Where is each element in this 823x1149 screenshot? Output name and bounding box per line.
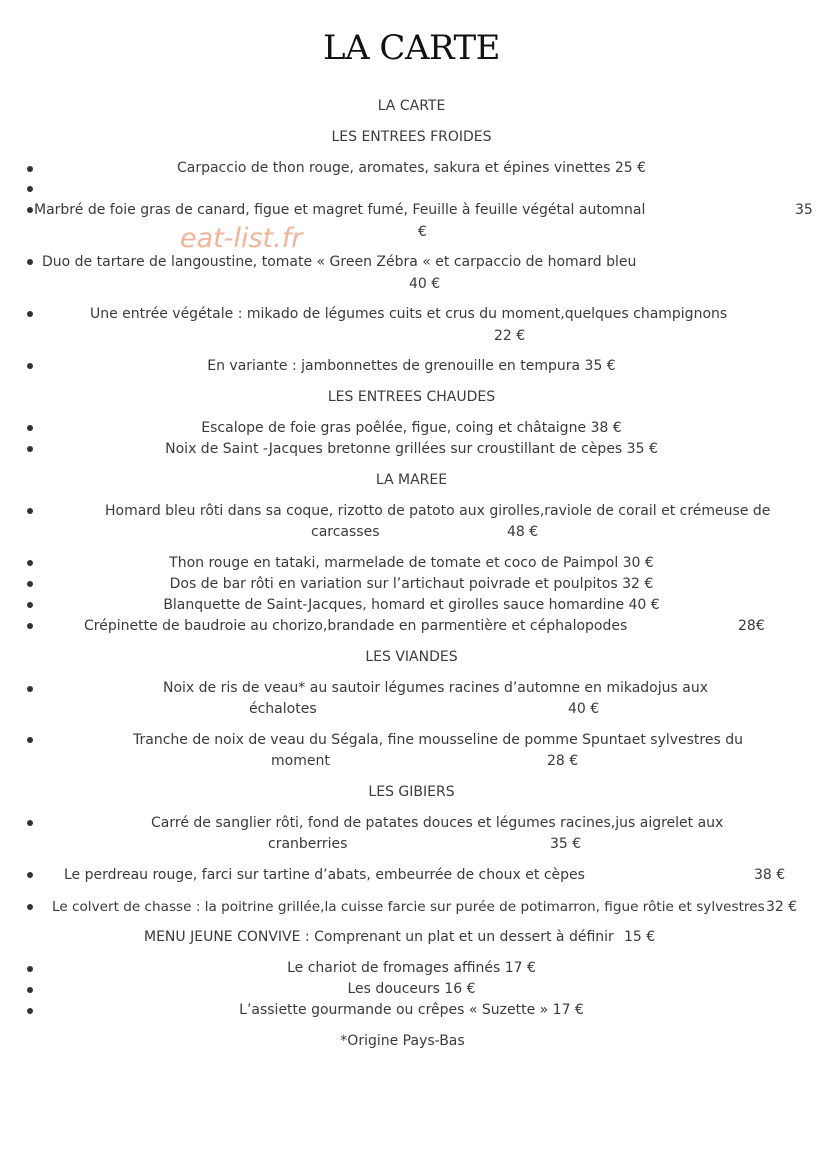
bullet xyxy=(27,872,33,878)
list-item: Duo de tartare de langoustine, tomate « Green Zébra « et carpaccio de homard bleu xyxy=(42,254,637,270)
item-price: 38 € xyxy=(754,867,786,883)
item-price: 28€ xyxy=(738,618,765,634)
item-price: 48 € xyxy=(507,524,539,540)
bullet xyxy=(27,207,33,213)
list-item: Crépinette de baudroie au chorizo,brandade en parmentière et céphalopodes xyxy=(84,618,628,634)
list-item: Une entrée végétale : mikado de légumes cuits et crus du moment,quelques champignons xyxy=(90,306,728,322)
list-item: Noix de Saint -Jacques bretonne grillées sur croustillant de cèpes 35 € xyxy=(165,441,658,457)
watermark: eat-list.fr xyxy=(180,223,303,254)
list-item: Blanquette de Saint-Jacques, homard et girolles sauce homardine 40 € xyxy=(163,597,660,613)
heading-entrees-chaudes: LES ENTREES CHAUDES xyxy=(327,389,496,405)
list-item: Le chariot de fromages affinés 17 € xyxy=(287,960,536,976)
list-item: Noix de ris de veau* au sautoir légumes racines d’automne en mikadojus aux xyxy=(163,680,708,696)
heading-entrees-froides: LES ENTREES FROIDES xyxy=(331,129,492,145)
item-price: 40 € xyxy=(409,276,441,292)
item-price: € xyxy=(418,224,427,240)
list-item-continued: cranberries xyxy=(268,836,348,852)
list-item: Escalope de foie gras poêlée, figue, coing et châtaigne 38 € xyxy=(201,420,622,436)
bullet xyxy=(27,686,33,692)
list-item: Carpaccio de thon rouge, aromates, sakura et épines vinettes 25 € xyxy=(176,160,647,176)
list-item: Le colvert de chasse : la poitrine grillée,la cuisse farcie sur purée de potimarron, figue rôtie et sylvestres xyxy=(52,899,765,915)
list-item: En variante : jambonnettes de grenouille en tempura 35 € xyxy=(207,358,616,374)
item-price: 28 € xyxy=(547,753,579,769)
item-price: 40 € xyxy=(568,701,600,717)
list-item-continued: carcasses xyxy=(311,524,380,540)
bullet xyxy=(27,311,33,317)
list-item-continued: échalotes xyxy=(249,701,317,717)
item-price: 22 € xyxy=(494,328,526,344)
menu-jeune-label: MENU JEUNE CONVIVE : Comprenant un plat et un dessert à définir xyxy=(144,929,614,945)
bullet xyxy=(27,186,33,192)
list-item: Dos de bar rôti en variation sur l’artichaut poivrade et poulpitos 32 € xyxy=(169,576,654,592)
list-item: L’assiette gourmande ou crêpes « Suzette » 17 € xyxy=(239,1002,584,1018)
list-item: Tranche de noix de veau du Ségala, fine mousseline de pomme Spuntaet sylvestres du xyxy=(133,732,743,748)
bullet xyxy=(27,623,33,629)
list-item: Le perdreau rouge, farci sur tartine d’abats, embeurrée de choux et cèpes xyxy=(64,867,585,883)
bullet xyxy=(27,820,33,826)
bullet xyxy=(27,904,33,910)
item-price: 35 € xyxy=(550,836,582,852)
heading-la-maree: LA MAREE xyxy=(375,472,448,488)
list-item: Thon rouge en tataki, marmelade de tomate et coco de Paimpol 30 € xyxy=(169,555,654,571)
list-item: Marbré de foie gras de canard, figue et magret fumé, Feuille à feuille végétal automnal xyxy=(34,202,646,218)
footnote: *Origine Pays-Bas xyxy=(340,1033,465,1049)
menu-jeune-price: 15 € xyxy=(624,929,656,945)
item-price: 35 xyxy=(795,202,813,218)
item-price: 32 € xyxy=(766,899,798,915)
heading-les-viandes: LES VIANDES xyxy=(365,649,458,665)
heading-les-gibiers: LES GIBIERS xyxy=(368,784,455,800)
list-item: Les douceurs 16 € xyxy=(347,981,476,997)
heading-la-carte: LA CARTE xyxy=(377,98,446,114)
page-title: LA CARTE xyxy=(322,28,500,68)
list-item: Carré de sanglier rôti, fond de patates douces et légumes racines,jus aigrelet aux xyxy=(151,815,724,831)
list-item: Homard bleu rôti dans sa coque, rizotto de patoto aux girolles,raviole de corail et crémeuse de xyxy=(105,503,771,519)
bullet xyxy=(27,508,33,514)
list-item-continued: moment xyxy=(271,753,330,769)
bullet xyxy=(27,737,33,743)
bullet xyxy=(27,259,33,265)
